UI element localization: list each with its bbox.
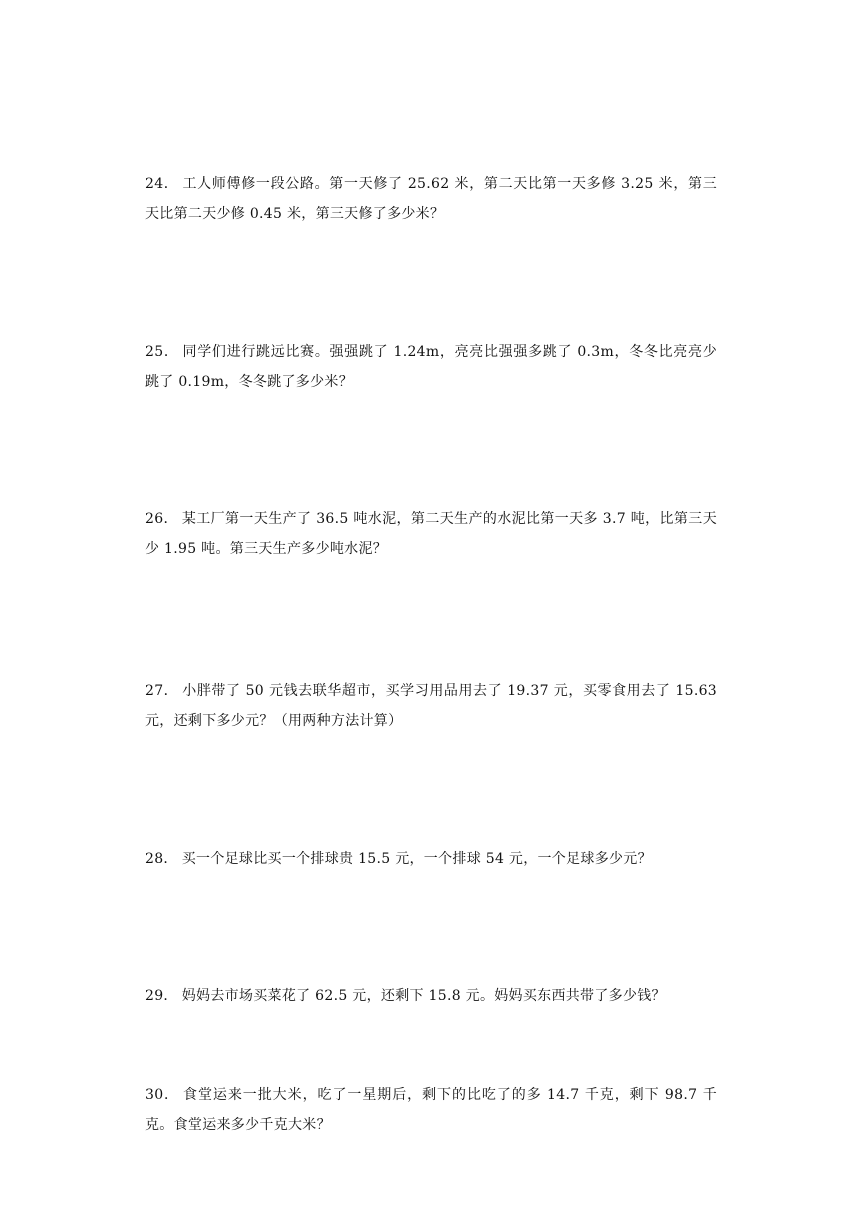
question-29 [145,981,717,1011]
question-text: 同学们进行跳远比赛。强强跳了 1.24m，亮亮比强强多跳了 0.3m，冬冬比亮亮少跳了 0.19m，冬冬跳了多少米？ [145,344,718,390]
question-number: 27． [145,683,179,699]
question-text: 食堂运来一批大米，吃了一星期后，剩下的比吃了的多 14.7 千克，剩下 98.7 千克。食堂运来多少千克大米？ [145,1087,718,1133]
question-27 [145,676,717,736]
question-26 [145,504,717,564]
question-number: 25． [145,344,179,360]
question-text: 某工厂第一天生产了 36.5 吨水泥，第二天生产的水泥比第一天多 3.7 吨，比第三天少 1.95 吨。第三天生产多少吨水泥？ [145,511,717,557]
question-number: 26． [145,511,178,527]
question-text: 妈妈去市场买菜花了 62.5 元，还剩下 15.8 元。妈妈买东西共带了多少钱？ [181,988,666,1004]
question-text: 买一个足球比买一个排球贵 15.5 元，一个排球 54 元，一个足球多少元？ [181,851,652,867]
question-25 [145,337,717,397]
question-number: 30． [145,1087,180,1103]
question-number: 29． [145,988,178,1004]
question-text: 工人师傅修一段公路。第一天修了 25.62 米，第二天比第一天多修 3.25 米，第三天比第二天少修 0.45 米，第三天修了多少米？ [145,176,718,222]
question-28 [145,844,717,874]
question-24 [145,169,717,229]
question-number: 24． [145,176,179,192]
question-text: 小胖带了 50 元钱去联华超市，买学习用品用去了 19.37 元，买零食用去了 15.63 元，还剩下多少元？（用两种方法计算） [145,683,717,729]
question-30 [145,1080,717,1140]
question-number: 28． [145,851,178,867]
